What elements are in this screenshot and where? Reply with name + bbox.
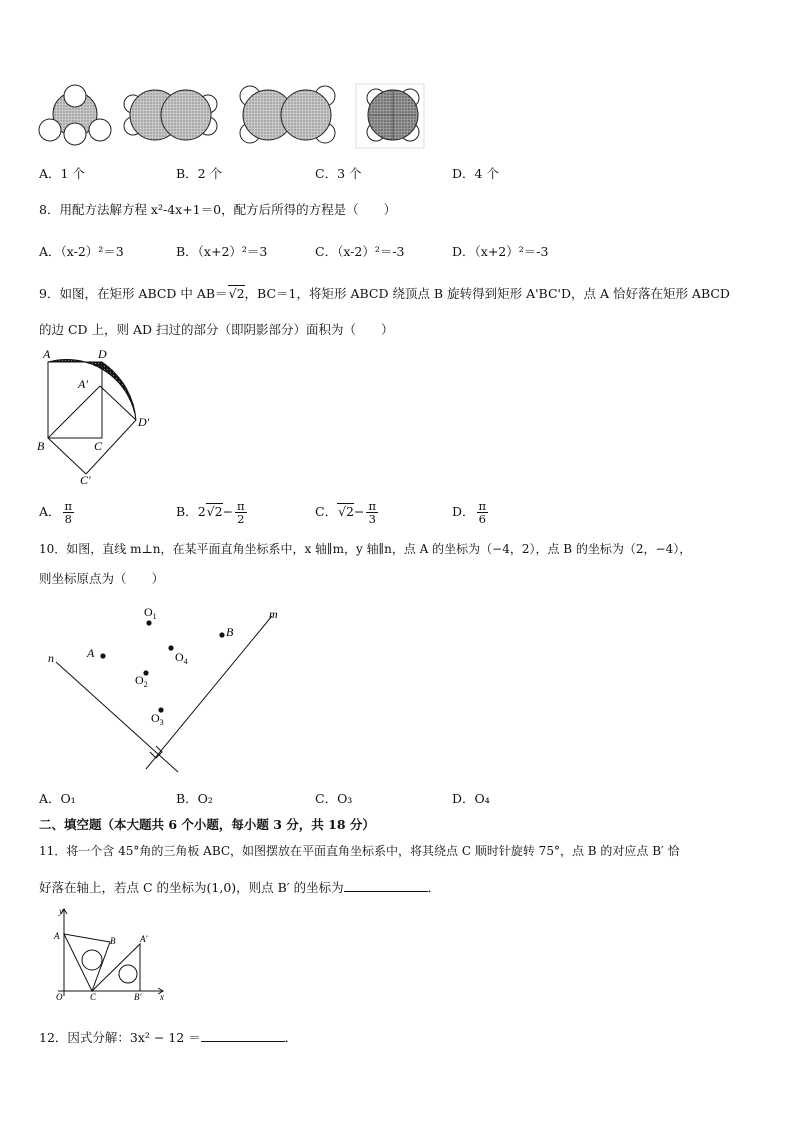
q8-stem: 8．用配方法解方程 x²-4x+1＝0，配方后所得的方程是（ ） <box>39 202 397 217</box>
q8-option-a: A．（x-2）²＝3 <box>39 244 124 259</box>
svg-text:y: y <box>59 906 63 916</box>
q10-figure <box>40 600 300 780</box>
q9-c-fraction: $\frac{\pi}{3}$ <box>368 499 377 526</box>
svg-text:O1: $O_1$ <box>144 605 157 621</box>
q10-line-m <box>146 616 272 769</box>
section-2-heading: 二、填空题（本大题共 6 个小题，每小题 3 分，共 18 分） <box>39 817 375 832</box>
q9-label-D: D <box>98 347 107 361</box>
q11-answer-blank[interactable] <box>344 879 428 892</box>
q7-option-c: C．3 个 <box>315 166 362 181</box>
q11-figure <box>50 906 170 1002</box>
svg-text:A: A <box>87 646 95 660</box>
q10-option-b: B．O₂ <box>176 791 213 806</box>
q9-stem-part2: ，BC＝1，将矩形 ABCD 绕顶点 B 旋转得到矩形 A'BC'D，点 A 恰好落在矩形 ABCD <box>244 286 730 301</box>
molecule-figure-1 <box>39 85 111 145</box>
svg-text:O3: $O_3$ <box>151 711 164 727</box>
q10-line-n <box>56 662 178 772</box>
q9-stem-line1 <box>39 286 730 302</box>
svg-text:B': B' <box>134 992 142 1002</box>
q10-option-a: A．O₁ <box>39 791 76 806</box>
q9-option-a: A． $\frac{\pi}{8}$ <box>39 499 73 526</box>
q10-point-B <box>219 632 224 637</box>
q7-option-d: D．4 个 <box>452 166 499 181</box>
q9-label-A: A <box>43 347 51 361</box>
q9-label-C1: C' <box>80 473 91 486</box>
q10-point-O2 <box>143 670 148 675</box>
q10-point-O1 <box>146 620 151 625</box>
q8-option-b: B．（x+2）²＝3 <box>176 244 268 259</box>
q9-label-A1: A' <box>78 377 88 391</box>
q9-option-d: D． $\frac{\pi}{6}$ <box>452 499 487 526</box>
molecule-figure-3 <box>240 86 335 143</box>
q12-stem: 12．因式分解：3x² − 12 ＝ ． <box>39 1030 298 1045</box>
q9-figure <box>34 344 164 486</box>
svg-text:C: C <box>90 992 97 1002</box>
q10-point-O4 <box>168 645 173 650</box>
q9-b-fraction: $\frac{\pi}{2}$ <box>237 499 245 526</box>
q11-stem-line2: 好落在轴上，若点 C 的坐标为(1,0)，则点 B′ 的坐标为 ． <box>39 880 441 895</box>
q9-option-c: C．√2− $\frac{\pi}{3}$ <box>315 499 377 526</box>
q9-option-b: B．2√2− $\frac{\pi}{2}$ <box>176 499 245 526</box>
q7-option-a: A．1 个 <box>39 166 85 181</box>
q8-option-c: C．（x-2）²＝-3 <box>315 244 405 259</box>
q9-label-C: C <box>94 439 103 453</box>
q7-figures <box>30 78 430 158</box>
svg-text:m: m <box>269 607 278 621</box>
svg-text:O: O <box>56 992 63 1002</box>
q7-option-b: B．2 个 <box>176 166 223 181</box>
q9-shaded-region <box>48 359 136 420</box>
q10-point-A <box>100 653 105 658</box>
q10-option-c: C．O₃ <box>315 791 353 806</box>
svg-text:B: B <box>226 625 234 639</box>
q9-stem-line2: 的边 CD 上，则 AD 扫过的部分（即阴影部分）面积为（ ） <box>39 322 394 337</box>
svg-text:B: B <box>110 936 116 946</box>
q12-answer-blank[interactable] <box>201 1029 285 1042</box>
molecule-figure-4 <box>356 84 424 148</box>
q10-stem-line1: 10．如图，直线 m⊥n，在某平面直角坐标系中，x 轴∥m，y 轴∥n，点 A 的坐标为（−4，2），点 B 的坐标为（2，−4）， <box>39 542 692 556</box>
q9-label-D1: D' <box>138 415 150 429</box>
svg-text:O2: $O_2$ <box>135 673 148 689</box>
svg-text:A': A' <box>140 934 148 944</box>
molecule-figure-2 <box>124 90 217 140</box>
svg-text:A: A <box>54 931 60 941</box>
q10-stem-line2: 则坐标原点为（ ） <box>39 571 165 586</box>
svg-text:O4: $O_4$ <box>175 650 188 666</box>
q9-stem-part1: 9．如图，在矩形 ABCD 中 AB＝ <box>39 286 228 301</box>
svg-text:n: n <box>48 651 54 665</box>
q9-a-fraction: $\frac{\pi}{8}$ <box>64 499 73 526</box>
q9-label-B: B <box>37 439 45 453</box>
q11-triangle-ABC <box>64 934 110 991</box>
q9-sqrt: √2 <box>228 286 245 301</box>
q9-d-fraction: $\frac{\pi}{6}$ <box>478 499 487 526</box>
q8-option-d: D．（x+2）²＝-3 <box>452 244 549 259</box>
q11-stem-line1: 11．将一个含 45°角的三角板 ABC，如图摆放在平面直角坐标系中，将其绕点 C 顺时针旋转 75°，点 B 的对应点 B′ 恰 <box>39 844 680 858</box>
svg-text:x: x <box>160 992 164 1002</box>
q10-option-d: D．O₄ <box>452 791 490 806</box>
